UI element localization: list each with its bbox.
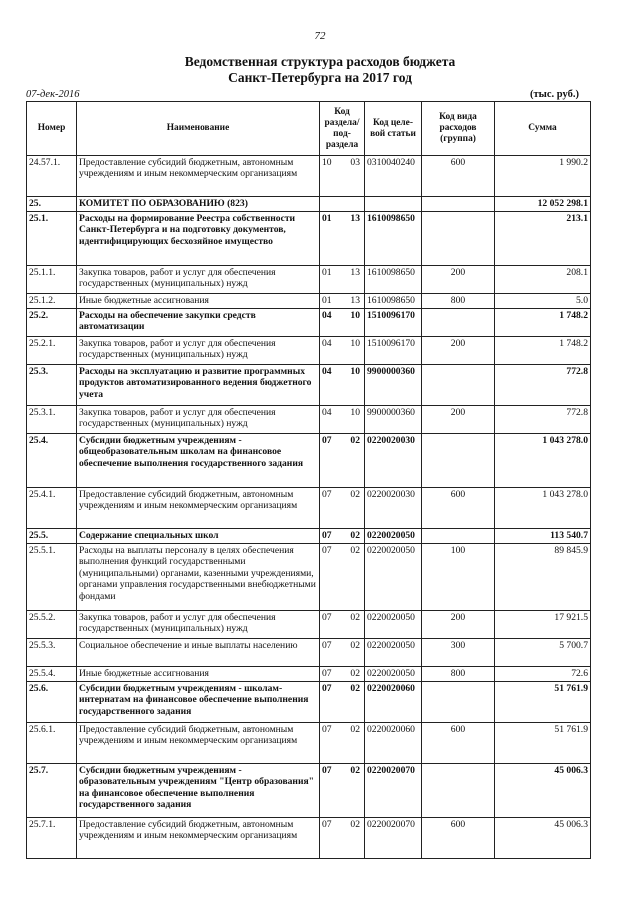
section-code: 07 bbox=[322, 530, 332, 541]
row-number: 25.5.4. bbox=[27, 667, 77, 682]
row-name: Социальное обеспечение и иные выплаты населению bbox=[77, 639, 320, 667]
page-title bbox=[0, 54, 640, 86]
section-code: 07 bbox=[322, 724, 332, 735]
row-name: КОМИТЕТ ПО ОБРАЗОВАНИЮ (823) bbox=[77, 197, 320, 212]
row-number: 25.4.1. bbox=[27, 488, 77, 529]
row-section-code bbox=[320, 764, 365, 818]
subsection-code: 02 bbox=[350, 612, 360, 623]
row-section-code bbox=[320, 488, 365, 529]
row-name: Закупка товаров, работ и услуг для обеспечения государственных (муниципальных) нужд bbox=[77, 611, 320, 639]
header-sum: Сумма bbox=[495, 102, 591, 156]
units-label: (тыс. руб.) bbox=[530, 89, 579, 100]
row-expense-group: 600 bbox=[422, 488, 495, 529]
row-number: 25.7.1. bbox=[27, 818, 77, 859]
table-row bbox=[27, 197, 591, 212]
row-number: 25.3.1. bbox=[27, 406, 77, 434]
row-number: 25.5. bbox=[27, 529, 77, 544]
row-article-code: 1610098650 bbox=[365, 266, 422, 294]
table-row bbox=[27, 818, 591, 859]
section-code: 04 bbox=[322, 366, 332, 377]
row-name: Расходы на эксплуатацию и развитие программных продуктов автоматизированного ведения бюджетного учета bbox=[77, 365, 320, 406]
row-number: 25.4. bbox=[27, 434, 77, 488]
row-sum: 5 700.7 bbox=[495, 639, 591, 667]
subsection-code: 13 bbox=[350, 267, 360, 278]
row-number: 25.5.2. bbox=[27, 611, 77, 639]
row-name: Предоставление субсидий бюджетным, автономным учреждениям и иным некоммерческим организациям bbox=[77, 156, 320, 197]
row-name: Закупка товаров, работ и услуг для обеспечения государственных (муниципальных) нужд bbox=[77, 266, 320, 294]
subsection-code: 02 bbox=[350, 683, 360, 694]
subsection-code: 02 bbox=[350, 435, 360, 446]
row-sum: 17 921.5 bbox=[495, 611, 591, 639]
row-section-code bbox=[320, 667, 365, 682]
table-header-row bbox=[27, 102, 591, 156]
section-code: 04 bbox=[322, 407, 332, 418]
row-sum: 45 006.3 bbox=[495, 818, 591, 859]
section-code: 01 bbox=[322, 295, 332, 306]
title-line-1: Ведомственная структура расходов бюджета bbox=[184, 54, 456, 69]
subsection-code: 02 bbox=[350, 640, 360, 651]
row-article-code: 0310040240 bbox=[365, 156, 422, 197]
section-code: 01 bbox=[322, 267, 332, 278]
row-sum: 89 845.9 bbox=[495, 544, 591, 611]
header-name: Наименование bbox=[77, 102, 320, 156]
row-article-code: 0220020030 bbox=[365, 434, 422, 488]
row-article-code: 0220020070 bbox=[365, 764, 422, 818]
row-sum: 5.0 bbox=[495, 294, 591, 309]
header-expense-group: Код вида расходов (группа) bbox=[422, 102, 495, 156]
row-sum: 113 540.7 bbox=[495, 529, 591, 544]
subsection-code: 03 bbox=[350, 157, 360, 168]
title-line-2: Санкт-Петербурга на 2017 год bbox=[228, 70, 412, 85]
section-code: 07 bbox=[322, 683, 332, 694]
subsection-code: 10 bbox=[350, 407, 360, 418]
row-sum: 51 761.9 bbox=[495, 723, 591, 764]
row-expense-group: 100 bbox=[422, 544, 495, 611]
subsection-code: 10 bbox=[350, 310, 360, 321]
header-number: Номер bbox=[27, 102, 77, 156]
row-expense-group bbox=[422, 365, 495, 406]
row-name: Расходы на выплаты персоналу в целях обеспечения выполнения функций государственными (муниципальными) органами, казенными учреждениями, органами управления государственными внебюджетными фондами bbox=[77, 544, 320, 611]
subsection-code: 13 bbox=[350, 295, 360, 306]
row-sum: 1 990.2 bbox=[495, 156, 591, 197]
row-number: 25.7. bbox=[27, 764, 77, 818]
subsection-code: 02 bbox=[350, 668, 360, 679]
row-name: Субсидии бюджетным учреждениям - общеобразовательным школам на финансовое обеспечение выполнения государственного задания bbox=[77, 434, 320, 488]
row-name: Субсидии бюджетным учреждениям - школам-интернатам на финансовое обеспечение выполнения государственного задания bbox=[77, 682, 320, 723]
row-article-code: 0220020050 bbox=[365, 667, 422, 682]
row-number: 25.5.1. bbox=[27, 544, 77, 611]
document-date: 07-дек-2016 bbox=[26, 89, 80, 100]
table-row bbox=[27, 667, 591, 682]
header-article-code: Код целе- вой статьи bbox=[365, 102, 422, 156]
table-row bbox=[27, 488, 591, 529]
row-number: 24.57.1. bbox=[27, 156, 77, 197]
row-section-code bbox=[320, 529, 365, 544]
row-expense-group bbox=[422, 309, 495, 337]
row-number: 25.6. bbox=[27, 682, 77, 723]
row-expense-group: 600 bbox=[422, 723, 495, 764]
row-sum: 1 043 278.0 bbox=[495, 488, 591, 529]
row-name: Субсидии бюджетным учреждениям - образовательным учреждениям "Центр образования" на финансовое обеспечение выполнения государственного задания bbox=[77, 764, 320, 818]
row-article-code: 9900000360 bbox=[365, 406, 422, 434]
row-section-code bbox=[320, 639, 365, 667]
table-row bbox=[27, 544, 591, 611]
row-number: 25.6.1. bbox=[27, 723, 77, 764]
row-article-code: 1510096170 bbox=[365, 309, 422, 337]
section-code: 01 bbox=[322, 213, 332, 224]
row-number: 25.1.1. bbox=[27, 266, 77, 294]
row-expense-group: 300 bbox=[422, 639, 495, 667]
row-section-code bbox=[320, 212, 365, 266]
table-row bbox=[27, 723, 591, 764]
row-number: 25. bbox=[27, 197, 77, 212]
row-section-code bbox=[320, 434, 365, 488]
table-row bbox=[27, 611, 591, 639]
row-expense-group: 800 bbox=[422, 667, 495, 682]
row-expense-group: 200 bbox=[422, 406, 495, 434]
subsection-code: 02 bbox=[350, 489, 360, 500]
row-name: Иные бюджетные ассигнования bbox=[77, 294, 320, 309]
row-expense-group bbox=[422, 197, 495, 212]
row-sum: 72.6 bbox=[495, 667, 591, 682]
row-section-code bbox=[320, 266, 365, 294]
row-number: 25.5.3. bbox=[27, 639, 77, 667]
row-article-code: 1510096170 bbox=[365, 337, 422, 365]
table-row bbox=[27, 309, 591, 337]
row-name: Предоставление субсидий бюджетным, автономным учреждениям и иным некоммерческим организациям bbox=[77, 488, 320, 529]
row-name: Закупка товаров, работ и услуг для обеспечения государственных (муниципальных) нужд bbox=[77, 337, 320, 365]
section-code: 04 bbox=[322, 338, 332, 349]
row-expense-group: 600 bbox=[422, 156, 495, 197]
subsection-code: 13 bbox=[350, 213, 360, 224]
subsection-code: 02 bbox=[350, 530, 360, 541]
row-sum: 51 761.9 bbox=[495, 682, 591, 723]
subsection-code: 10 bbox=[350, 366, 360, 377]
section-code: 07 bbox=[322, 545, 332, 556]
section-code: 07 bbox=[322, 765, 332, 776]
row-expense-group bbox=[422, 682, 495, 723]
row-name: Расходы на обеспечение закупки средств автоматизации bbox=[77, 309, 320, 337]
row-article-code: 0220020060 bbox=[365, 682, 422, 723]
row-section-code bbox=[320, 337, 365, 365]
row-article-code bbox=[365, 197, 422, 212]
row-expense-group bbox=[422, 434, 495, 488]
subsection-code: 02 bbox=[350, 819, 360, 830]
row-section-code bbox=[320, 818, 365, 859]
table-row bbox=[27, 212, 591, 266]
section-code: 07 bbox=[322, 612, 332, 623]
row-name: Расходы на формирование Реестра собственности Санкт-Петербурга и на подготовку документов, идентифицирующих бесхозяйное имущество bbox=[77, 212, 320, 266]
row-number: 25.1. bbox=[27, 212, 77, 266]
row-article-code: 1610098650 bbox=[365, 212, 422, 266]
row-article-code: 0220020060 bbox=[365, 723, 422, 764]
row-number: 25.1.2. bbox=[27, 294, 77, 309]
row-article-code: 0220020050 bbox=[365, 529, 422, 544]
row-section-code bbox=[320, 611, 365, 639]
row-sum: 1 748.2 bbox=[495, 309, 591, 337]
row-sum: 208.1 bbox=[495, 266, 591, 294]
row-section-code bbox=[320, 156, 365, 197]
row-sum: 772.8 bbox=[495, 406, 591, 434]
table-row bbox=[27, 764, 591, 818]
row-article-code: 9900000360 bbox=[365, 365, 422, 406]
row-expense-group: 800 bbox=[422, 294, 495, 309]
section-code: 07 bbox=[322, 489, 332, 500]
row-article-code: 0220020050 bbox=[365, 611, 422, 639]
table-row bbox=[27, 294, 591, 309]
row-name: Предоставление субсидий бюджетным, автономным учреждениям и иным некоммерческим организациям bbox=[77, 818, 320, 859]
table-row bbox=[27, 639, 591, 667]
row-article-code: 0220020030 bbox=[365, 488, 422, 529]
row-sum: 213.1 bbox=[495, 212, 591, 266]
table-row bbox=[27, 682, 591, 723]
row-name: Содержание специальных школ bbox=[77, 529, 320, 544]
row-section-code bbox=[320, 406, 365, 434]
row-number: 25.2.1. bbox=[27, 337, 77, 365]
subsection-code: 10 bbox=[350, 338, 360, 349]
section-code: 07 bbox=[322, 819, 332, 830]
row-section-code bbox=[320, 682, 365, 723]
row-expense-group: 200 bbox=[422, 266, 495, 294]
row-section-code bbox=[320, 309, 365, 337]
table-body bbox=[27, 156, 591, 859]
row-expense-group bbox=[422, 212, 495, 266]
row-sum: 12 052 298.1 bbox=[495, 197, 591, 212]
row-section-code bbox=[320, 365, 365, 406]
row-section-code bbox=[320, 723, 365, 764]
section-code: 07 bbox=[322, 435, 332, 446]
table-row bbox=[27, 337, 591, 365]
row-expense-group: 200 bbox=[422, 611, 495, 639]
table-row bbox=[27, 365, 591, 406]
row-number: 25.3. bbox=[27, 365, 77, 406]
row-article-code: 0220020050 bbox=[365, 639, 422, 667]
table-row bbox=[27, 529, 591, 544]
subsection-code: 02 bbox=[350, 765, 360, 776]
subsection-code: 02 bbox=[350, 724, 360, 735]
subsection-code: 02 bbox=[350, 545, 360, 556]
row-expense-group: 600 bbox=[422, 818, 495, 859]
row-name: Иные бюджетные ассигнования bbox=[77, 667, 320, 682]
row-sum: 772.8 bbox=[495, 365, 591, 406]
row-sum: 1 043 278.0 bbox=[495, 434, 591, 488]
page-number: 72 bbox=[314, 30, 326, 42]
row-name: Предоставление субсидий бюджетным, автономным учреждениям и иным некоммерческим организациям bbox=[77, 723, 320, 764]
row-article-code: 1610098650 bbox=[365, 294, 422, 309]
row-name: Закупка товаров, работ и услуг для обеспечения государственных (муниципальных) нужд bbox=[77, 406, 320, 434]
row-sum: 45 006.3 bbox=[495, 764, 591, 818]
row-section-code bbox=[320, 544, 365, 611]
table-row bbox=[27, 266, 591, 294]
row-article-code: 0220020050 bbox=[365, 544, 422, 611]
row-section-code bbox=[320, 294, 365, 309]
row-number: 25.2. bbox=[27, 309, 77, 337]
section-code: 07 bbox=[322, 668, 332, 679]
section-code: 07 bbox=[322, 640, 332, 651]
row-section-code bbox=[320, 197, 365, 212]
table-row bbox=[27, 156, 591, 197]
row-expense-group: 200 bbox=[422, 337, 495, 365]
header-section-code: Код раздела/ под- раздела bbox=[320, 102, 365, 156]
row-article-code: 0220020070 bbox=[365, 818, 422, 859]
table-row bbox=[27, 406, 591, 434]
budget-table bbox=[26, 101, 591, 859]
table-row bbox=[27, 434, 591, 488]
row-expense-group bbox=[422, 529, 495, 544]
row-sum: 1 748.2 bbox=[495, 337, 591, 365]
row-expense-group bbox=[422, 764, 495, 818]
section-code: 10 bbox=[322, 157, 332, 168]
section-code: 04 bbox=[322, 310, 332, 321]
